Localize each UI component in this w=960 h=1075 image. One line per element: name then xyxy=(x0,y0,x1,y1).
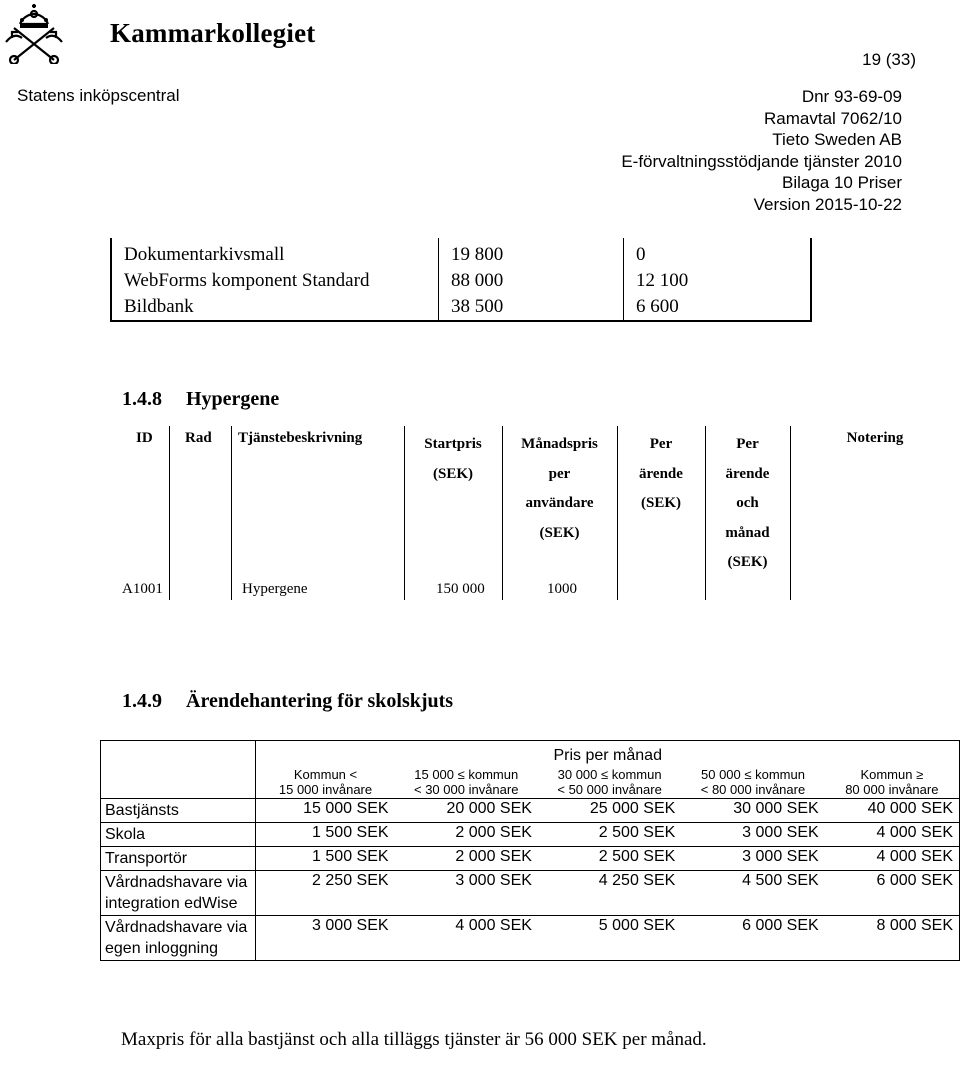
price-cell: 4 500 SEK xyxy=(681,871,824,916)
col-header-id: ID xyxy=(136,430,153,446)
header-line: månad xyxy=(725,524,770,541)
col-header-per-arende xyxy=(617,430,705,519)
table-row xyxy=(101,871,960,916)
section-title: Ärendehantering för skolskjuts xyxy=(186,690,454,712)
price-cell: 4 000 SEK xyxy=(395,916,538,961)
price-cell: 25 000 SEK xyxy=(538,799,681,823)
price-cell: 1 500 SEK xyxy=(256,847,395,871)
column-header xyxy=(395,766,538,799)
section-title: Hypergene xyxy=(186,388,280,410)
table-cell: Bildbank xyxy=(111,294,439,321)
column-header-line: 30 000 ≤ kommun xyxy=(557,767,662,782)
row-label: Transportör xyxy=(101,847,256,871)
table-cell: Dokumentarkivsmall xyxy=(111,238,439,268)
table-cell: 19 800 xyxy=(439,238,624,268)
price-cell: 5 000 SEK xyxy=(538,916,681,961)
table-cell: 12 100 xyxy=(624,268,812,294)
grid-line xyxy=(231,426,232,600)
column-header-line: 15 000 invånare xyxy=(278,782,373,797)
header-line: ärende xyxy=(725,465,770,482)
column-header xyxy=(256,766,395,799)
price-cell: 6 000 SEK xyxy=(825,871,960,916)
price-cell: 2 250 SEK xyxy=(256,871,395,916)
brand-name: Kammarkollegiet xyxy=(110,18,316,48)
price-cell: 3 000 SEK xyxy=(256,916,395,961)
row-label: Vårdnadshavare via egen inloggning xyxy=(101,916,256,961)
row-label: Vårdnadshavare via integration edWise xyxy=(101,871,256,916)
header-line: Per xyxy=(649,436,673,452)
table-header-row xyxy=(101,741,960,767)
price-cell: 1 500 SEK xyxy=(256,823,395,847)
row-startpris: 150 000 xyxy=(436,581,485,597)
organization-name: Statens inköpscentral xyxy=(17,86,180,105)
price-cell: 2 000 SEK xyxy=(395,823,538,847)
price-cell: 4 250 SEK xyxy=(538,871,681,916)
column-header-line: < 50 000 invånare xyxy=(557,782,662,797)
table-cell: 88 000 xyxy=(439,268,624,294)
col-header-manadspris xyxy=(502,430,617,548)
footnote: Maxpris för alla bastjänst och alla tilläggs tjänster är 56 000 SEK per månad. xyxy=(121,1029,707,1050)
col-header-rad: Rad xyxy=(185,430,212,446)
header-line: per xyxy=(548,465,571,482)
section-heading-149 xyxy=(122,690,453,713)
column-header-line: < 80 000 invånare xyxy=(700,782,806,797)
col-header-per-arende-manad xyxy=(705,430,790,578)
table-row xyxy=(101,916,960,961)
column-header-line: Kommun ≥ xyxy=(860,767,924,782)
price-cell: 3 000 SEK xyxy=(395,871,538,916)
price-cell: 4 000 SEK xyxy=(825,823,960,847)
price-cell: 4 000 SEK xyxy=(825,847,960,871)
table-cell: WebForms komponent Standard xyxy=(111,268,439,294)
table-corner-cell xyxy=(101,741,256,799)
price-cell: 3 000 SEK xyxy=(681,847,824,871)
table-row xyxy=(101,847,960,871)
header-line: Startpris xyxy=(424,436,482,452)
header-line: (SEK) xyxy=(640,495,681,511)
header-line: och xyxy=(736,495,759,511)
row-description: Hypergene xyxy=(242,581,308,597)
column-header xyxy=(825,766,960,799)
meta-line: Tieto Sweden AB xyxy=(772,130,902,150)
header-line: (SEK) xyxy=(727,554,768,570)
table-row xyxy=(101,823,960,847)
row-manadspris: 1000 xyxy=(547,581,577,597)
grid-line xyxy=(169,426,170,600)
column-header xyxy=(538,766,681,799)
table-cell: 38 500 xyxy=(439,294,624,321)
price-cell: 3 000 SEK xyxy=(681,823,824,847)
row-id: A1001 xyxy=(122,581,163,597)
price-cell: 2 500 SEK xyxy=(538,847,681,871)
section-number: 1.4.9 xyxy=(122,690,162,712)
header-line: (SEK) xyxy=(539,524,580,541)
page-number: 19 (33) xyxy=(862,50,916,69)
header-line: användare xyxy=(525,495,594,511)
price-cell: 30 000 SEK xyxy=(681,799,824,823)
column-header-line: < 30 000 invånare xyxy=(414,782,519,797)
group-header: Pris per månad xyxy=(256,741,960,767)
meta-line: Version 2015-10-22 xyxy=(753,194,902,214)
col-header-notering: Notering xyxy=(846,430,904,446)
column-header-line: 80 000 invånare xyxy=(845,782,939,797)
header-line: Per xyxy=(736,436,759,452)
column-header-line: 15 000 ≤ kommun xyxy=(414,767,519,782)
table-cell: 0 xyxy=(624,238,812,268)
price-cell: 2 000 SEK xyxy=(395,847,538,871)
column-header xyxy=(681,766,824,799)
column-header-line: 50 000 ≤ kommun xyxy=(701,767,805,782)
column-header-line: Kommun < xyxy=(293,767,358,782)
meta-line: Ramavtal 7062/10 xyxy=(764,108,902,128)
meta-line: E-förvaltningsstödjande tjänster 2010 xyxy=(621,151,902,171)
price-cell: 20 000 SEK xyxy=(395,799,538,823)
col-header-description: Tjänstebeskrivning xyxy=(238,430,363,446)
header-line: Månadspris xyxy=(521,436,598,452)
price-cell: 15 000 SEK xyxy=(256,799,395,823)
price-cell: 8 000 SEK xyxy=(825,916,960,961)
section-number: 1.4.8 xyxy=(122,388,162,410)
price-cell: 6 000 SEK xyxy=(681,916,824,961)
price-cell: 40 000 SEK xyxy=(825,799,960,823)
price-cell: 2 500 SEK xyxy=(538,823,681,847)
col-header-startpris xyxy=(404,430,502,489)
table-cell: 6 600 xyxy=(624,294,812,321)
meta-line: Bilaga 10 Priser xyxy=(781,173,902,193)
grid-line xyxy=(790,426,791,600)
header-line: ärende xyxy=(639,465,683,482)
table-row xyxy=(101,799,960,823)
header-line: (SEK) xyxy=(432,465,473,482)
row-label: Bastjänsts xyxy=(101,799,256,823)
meta-line: Dnr 93-69-09 xyxy=(801,87,902,106)
row-label: Skola xyxy=(101,823,256,847)
skolskjuts-price-table xyxy=(100,740,960,961)
